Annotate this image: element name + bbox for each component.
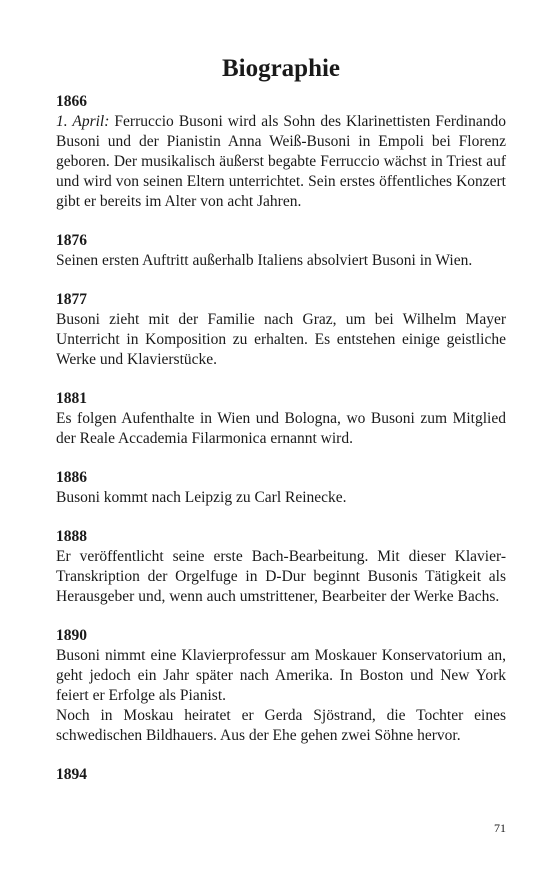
entry-year: 1894 <box>56 766 87 783</box>
entry-text: Noch in Moskau heiratet er Gerda Sjöstrand, die Tochter eines schwedischen Bildhauers. Aus der Ehe gehen zwei Söhne hervor. <box>56 707 506 744</box>
entry-text: Busoni zieht mit der Familie nach Graz, um bei Wilhelm Mayer Unterricht in Komposition zu erhalten. Es entstehen einige geistliche Werke und Klavierstücke. <box>56 311 506 368</box>
page-number: 71 <box>494 821 506 835</box>
entry-text: Seinen ersten Auftritt außerhalb Italiens absolviert Busoni in Wien. <box>56 252 473 269</box>
entry-year: 1866 <box>56 93 87 110</box>
biography-timeline <box>56 92 506 785</box>
timeline-entry <box>56 290 506 370</box>
entry-text: Busoni kommt nach Leipzig zu Carl Reinecke. <box>56 489 347 506</box>
entry-year: 1876 <box>56 232 87 249</box>
entry-year: 1877 <box>56 291 87 308</box>
timeline-entry <box>56 468 506 508</box>
timeline-entry <box>56 527 506 607</box>
timeline-entry <box>56 92 506 212</box>
entry-text: Er veröffentlicht seine erste Bach-Bearbeitung. Mit dieser Klavier-Transkription der Orgelfuge in D-Dur beginnt Busonis Tätigkeit als Herausgeber und, wenn auch umstrittener, Bearbeiter der Werke Bachs. <box>56 548 506 605</box>
timeline-entry <box>56 765 506 785</box>
timeline-entry <box>56 231 506 271</box>
entry-year: 1890 <box>56 627 87 644</box>
page-content <box>56 52 506 804</box>
entry-text-body: Ferruccio Busoni wird als Sohn des Klarinettisten Ferdinando Busoni und der Pianistin Anna Weiß-Busoni in Empoli bei Florenz geboren. Der musikalisch äußerst begabte Ferruccio wächst in Triest auf und wird von seinen Eltern unterrichtet. Sein erstes öffentliches Konzert gibt er bereits im Alter von acht Jahren. <box>56 113 506 210</box>
entry-text: Es folgen Aufenthalte in Wien und Bologna, wo Busoni zum Mitglied der Reale Accademia Filarmonica ernannt wird. <box>56 410 506 447</box>
timeline-entry <box>56 626 506 746</box>
entry-text: Busoni nimmt eine Klavierprofessur am Moskauer Konservatorium an, geht jedoch ein Jahr später nach Amerika. In Boston und New York feiert er Erfolge als Pianist. <box>56 647 506 704</box>
entry-year: 1881 <box>56 390 87 407</box>
entry-date-italic: 1. April: <box>56 113 110 130</box>
entry-year: 1886 <box>56 469 87 486</box>
page-title: Biographie <box>221 55 341 82</box>
entry-text <box>56 112 506 212</box>
entry-year: 1888 <box>56 528 87 545</box>
timeline-entry <box>56 389 506 449</box>
